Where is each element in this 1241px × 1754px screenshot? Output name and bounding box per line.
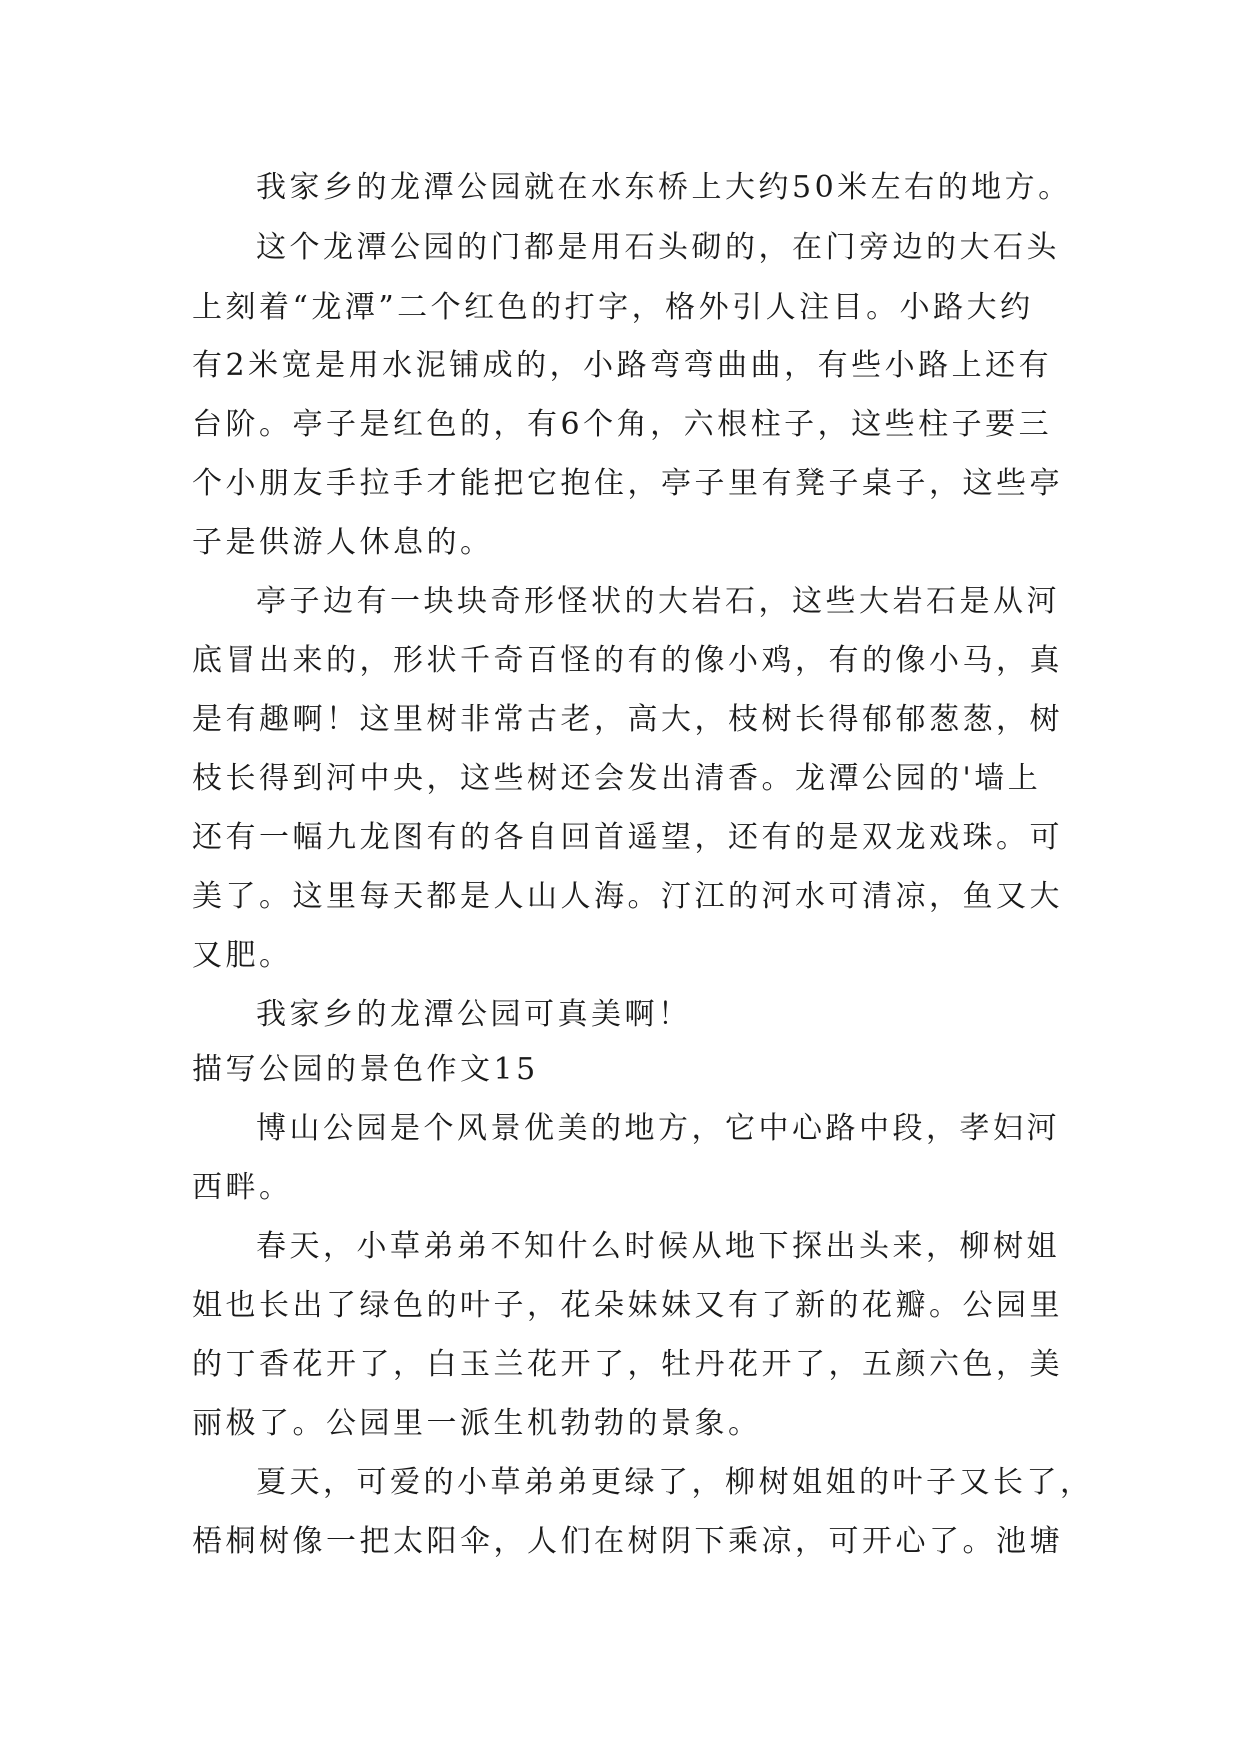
paragraph-line: 台阶。亭子是红色的，有6个角，六根柱子，这些柱子要三 [192,407,1053,442]
paragraph-line: 姐也长出了绿色的叶子，花朵妹妹又有了新的花瓣。公园里 [192,1288,1063,1323]
paragraph-line: 的丁香花开了，白玉兰花开了，牡丹花开了，五颜六色，美 [192,1347,1063,1382]
paragraph-line: 我家乡的龙潭公园可真美啊！ [256,997,692,1032]
paragraph-line: 是有趣啊！这里树非常古老，高大，枝树长得郁郁葱葱，树 [192,702,1063,737]
paragraph-line: 春天，小草弟弟不知什么时候从地下探出头来，柳树姐 [256,1229,1060,1264]
paragraph-line: 上刻着“龙潭”二个红色的打字，格外引人注目。小路大约 [192,290,1034,325]
paragraph-line: 有2米宽是用水泥铺成的，小路弯弯曲曲，有些小路上还有 [192,348,1053,383]
paragraph-line: 亭子边有一块块奇形怪状的大岩石，这些大岩石是从河 [256,584,1060,619]
paragraph-line: 这个龙潭公园的门都是用石头砌的，在门旁边的大石头 [256,230,1060,265]
paragraph-line: 底冒出来的，形状千奇百怪的有的像小鸡，有的像小马，真 [192,643,1063,678]
paragraph-line: 博山公园是个风景优美的地方，它中心路中段，孝妇河 [256,1111,1060,1146]
paragraph-line: 又肥。 [192,938,293,973]
paragraph-line: 我家乡的龙潭公园就在水东桥上大约50米左右的地方。 [256,170,1072,205]
paragraph-line: 梧桐树像一把太阳伞，人们在树阴下乘凉，可开心了。池塘 [192,1524,1063,1559]
paragraph-line: 西畔。 [192,1170,293,1205]
section-heading: 描写公园的景色作文15 [192,1052,539,1087]
paragraph-line: 枝长得到河中央，这些树还会发出清香。龙潭公园的'墙上 [192,761,1042,796]
paragraph-line: 夏天，可爱的小草弟弟更绿了，柳树姐姐的叶子又长了， [256,1465,1094,1500]
paragraph-line: 丽极了。公园里一派生机勃勃的景象。 [192,1406,762,1441]
paragraph-line: 美了。这里每天都是人山人海。汀江的河水可清凉，鱼又大 [192,879,1063,914]
paragraph-line: 子是供游人休息的。 [192,525,494,560]
paragraph-line: 还有一幅九龙图有的各自回首遥望，还有的是双龙戏珠。可 [192,820,1063,855]
paragraph-line: 个小朋友手拉手才能把它抱住，亭子里有凳子桌子，这些亭 [192,466,1063,501]
